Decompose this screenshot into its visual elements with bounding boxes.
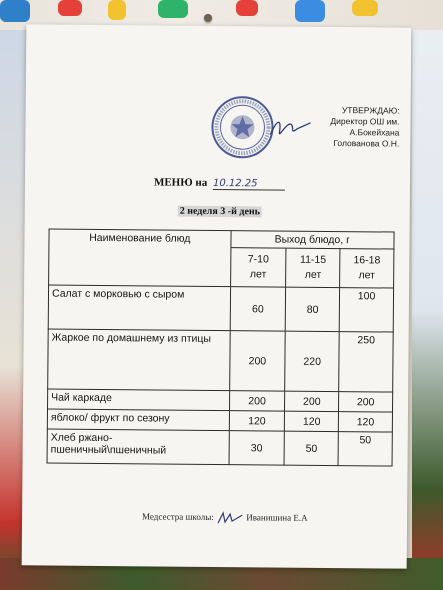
portion-value: 200 xyxy=(339,392,393,412)
portion-value: 120 xyxy=(338,412,392,432)
header-age-group xyxy=(230,248,286,287)
dish-name: яблоко/ фрукт по сезону xyxy=(47,409,229,431)
header-age-group xyxy=(340,249,394,288)
menu-title xyxy=(154,176,334,191)
menu-table xyxy=(47,229,395,467)
wall-decoration xyxy=(352,0,378,16)
approval-name: Голованова О.Н. xyxy=(333,138,400,149)
dish-name: Жаркое по домашнему из птицы xyxy=(48,329,230,391)
wall-decoration xyxy=(295,0,325,22)
official-stamp-icon xyxy=(210,95,275,160)
menu-sheet xyxy=(22,24,412,568)
portion-value: 200 xyxy=(229,331,285,391)
portion-value: 80 xyxy=(286,287,340,331)
table-row xyxy=(48,285,393,332)
pin-icon xyxy=(204,14,212,22)
menu-date: 10.12.25 xyxy=(213,178,285,191)
portion-value: 220 xyxy=(285,331,339,391)
nurse-signature-icon xyxy=(216,511,244,525)
approval-heading: УТВЕРЖДАЮ: xyxy=(341,105,400,116)
age-group-label: 11-15 лет xyxy=(300,253,327,281)
portion-value: 30 xyxy=(229,431,285,465)
portion-value: 50 xyxy=(338,432,392,466)
nurse-signature-line xyxy=(142,510,362,526)
menu-title-prefix: МЕНЮ на xyxy=(153,176,208,189)
dish-name: Чай каркаде xyxy=(48,389,230,411)
header-output: Выход блюдо, г xyxy=(231,231,395,249)
wall-decoration xyxy=(58,0,82,16)
wall-decoration xyxy=(108,0,126,20)
dish-name: Салат с морковью с сыром xyxy=(48,285,230,331)
table-row xyxy=(48,329,394,392)
portion-value: 120 xyxy=(285,411,339,431)
portion-value: 120 xyxy=(229,411,285,431)
wall-background-right xyxy=(412,30,443,590)
portion-value: 60 xyxy=(230,287,286,331)
approval-director: Директор ОШ им. А.Бокейхана xyxy=(330,115,400,138)
portion-value: 100 xyxy=(339,288,393,332)
wall-decoration xyxy=(0,0,30,22)
director-signature-icon xyxy=(267,114,313,140)
age-group-label: 7-10 лет xyxy=(247,253,269,281)
table-row xyxy=(47,429,392,466)
header-age-group xyxy=(286,248,340,287)
week-day-label: 2 неделя 3 -й день xyxy=(179,205,261,218)
dish-name: Хлеб ржано-пшеничный\пшеничный xyxy=(47,429,229,465)
portion-value: 50 xyxy=(284,431,338,465)
age-group-label: 16-18 лет xyxy=(353,254,381,282)
portion-value: 250 xyxy=(339,332,393,392)
nurse-label: Медсестра школы: xyxy=(142,511,214,523)
portion-value: 200 xyxy=(229,391,285,411)
portion-value: 200 xyxy=(285,391,339,411)
wall-decoration xyxy=(236,0,258,16)
wall-decoration xyxy=(158,0,188,18)
header-dish-name: Наименование блюд xyxy=(49,229,231,287)
nurse-name: Иванишина Е.А xyxy=(246,512,308,523)
